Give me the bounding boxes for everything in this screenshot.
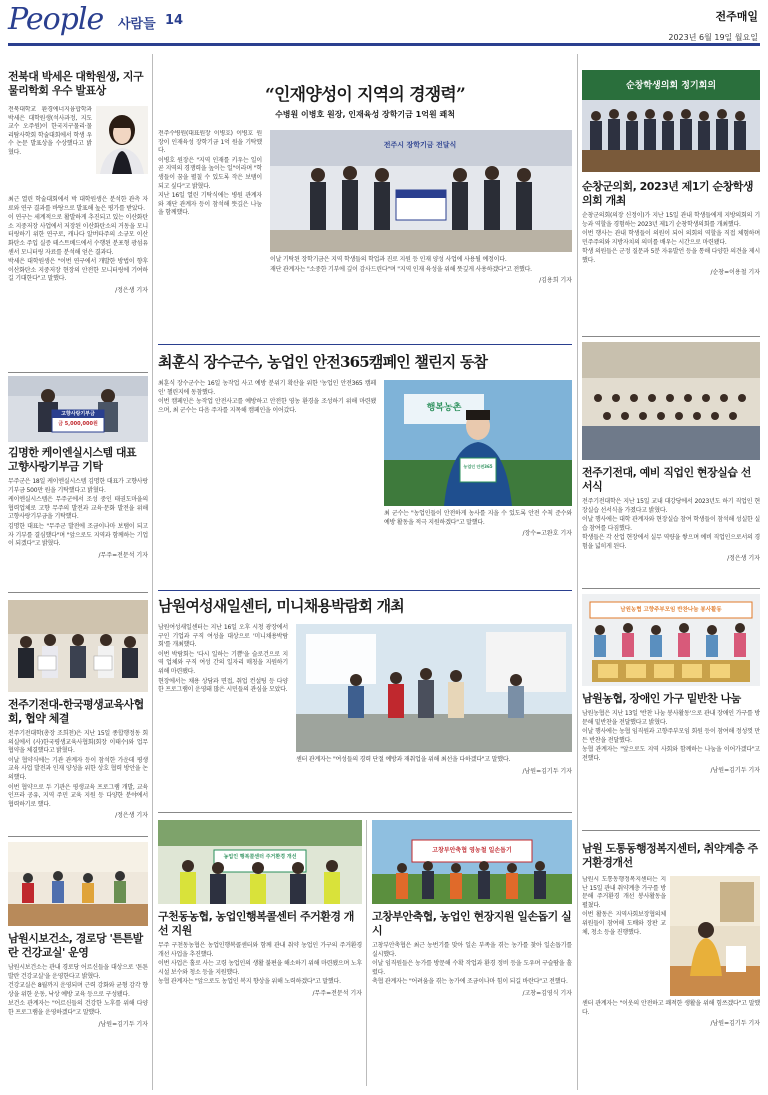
article-paragraph: 이날 행사에는 대학 관계자와 현장실습 참여 학생들이 참석해 성실한 실습 참여를 다짐했다. bbox=[582, 516, 760, 532]
article-title: 구천동농협, 농업인행복콜센터 주거환경 개선 지원 bbox=[158, 910, 354, 937]
photo-banner-text: 고창부안축협 영농철 일손돕기 bbox=[432, 847, 512, 854]
article-paragraph: 이번 협약으로 두 기관은 평생교육 프로그램 개발, 교육 인프라 공유, 지역 주민 교육 지원 등 다양한 분야에서 협력하기로 했다. bbox=[8, 783, 148, 808]
article-paragraph: 축협 관계자는 "어려움을 겪는 농가에 조금이나마 힘이 되길 바란다"고 전했다. bbox=[372, 978, 568, 986]
article-title: 남원 도통동행정복지센터, 취약계층 주거환경개선 bbox=[582, 842, 758, 869]
article-byline: /정은생 기자 bbox=[727, 554, 760, 562]
article-byline: /남원=김기두 기자 bbox=[710, 1020, 760, 1028]
article-job-fair bbox=[158, 596, 572, 808]
article-paragraph: 무주 구천동농협은 농업인행복콜센터와 함께 관내 취약 농업인 가구의 주거환경 개선 사업을 추진했다. bbox=[158, 942, 362, 958]
article-paragraph: 남원농협은 지난 13일 '반찬 나눔 봉사활동'으로 관내 장애인 가구를 방문해 밑반찬을 전달했다고 밝혔다. bbox=[582, 710, 760, 726]
campaign-sign-text: 농업인 안전365 bbox=[463, 464, 493, 469]
article-scholarship bbox=[158, 84, 572, 342]
article-hometown-donation bbox=[8, 376, 148, 588]
article-paragraph: 센터 관계자는 "이웃의 안전하고 쾌적한 생활을 위해 힘쓰겠다"고 말했다. bbox=[582, 1000, 760, 1016]
article-phd-award bbox=[8, 70, 148, 370]
article-title: 전북대 박세은 대학원생, 지구물리학회 우수 발표상 bbox=[8, 70, 144, 97]
article-paragraph: 이번 행사는 관내 학생들이 의원이 되어 의회의 역할을 직접 체험하며 민주주의와 지방자치의 의미를 배우는 시간으로 마련됐다. bbox=[582, 230, 760, 246]
article-paragraph: 전주기전대학은 지난 15일 교내 대강당에서 2023년도 하기 직업인 현장실습 선서식을 가졌다고 밝혔다. bbox=[582, 498, 760, 514]
donation-photo bbox=[8, 376, 148, 442]
divider bbox=[158, 590, 572, 591]
article-headline: 최훈식 장수군수, 농업인 안전365캠페인 챌린지 동참 bbox=[158, 353, 488, 371]
governor-photo bbox=[384, 380, 572, 506]
divider bbox=[582, 336, 760, 337]
divider bbox=[158, 344, 572, 345]
section-subtitle: 사람들 bbox=[118, 17, 156, 32]
agreement-photo bbox=[8, 600, 148, 692]
article-internship-oath bbox=[582, 342, 760, 584]
article-title: 김명한 케이엔실시스템 대표 고향사랑기부금 기탁 bbox=[8, 446, 137, 473]
article-paragraph: 센터 관계자는 "여성들의 경력 단절 예방과 재취업을 위해 최선을 다하겠다"고 말했다. bbox=[296, 756, 511, 763]
article-title: 고창부안축협, 농업인 현장지원 일손돕기 실시 bbox=[372, 910, 572, 937]
article-paragraph: 이날 기탁된 장학기금은 지역 학생들의 학업과 진로 지원 등 인재 양성 사업에 사용될 예정이다. bbox=[270, 256, 507, 263]
article-byline: /남원=김기두 기자 bbox=[710, 766, 760, 774]
column-divider bbox=[577, 54, 578, 1090]
issue-date: 2023년 6월 19일 월요일 bbox=[668, 33, 758, 42]
article-byline: /정은생 기자 bbox=[115, 812, 148, 820]
health-class-photo bbox=[8, 842, 148, 926]
divider bbox=[8, 836, 148, 837]
article-paragraph: 전북대학교 환경에너지융합학과 박세은 대학원생(석사과정, 지도교수 오주원)이 한국지구물리·물리탐사학회 학술대회에서 학생 우수 논문 발표상을 수상했다고 밝혔다. bbox=[8, 106, 92, 156]
article-title: 순창군의회, 2023년 제1기 순창학생의회 개최 bbox=[582, 180, 753, 207]
article-paragraph: 박세은 대학원생은 "이번 연구에서 개발한 방법이 향후 이산화탄소 지중저장 현장의 안전한 모니터링에 기여하길 기대한다"고 말했다. bbox=[8, 258, 148, 283]
article-paragraph: 현장에서는 채용 상담과 면접, 취업 컨설팅 등 다양한 프로그램이 운영돼 많은 시민들의 관심을 모았다. bbox=[158, 677, 288, 694]
callcenter-photo bbox=[158, 820, 362, 904]
article-paragraph: 농협 관계자는 "앞으로도 농업인 복지 향상을 위해 노력하겠다"고 말했다. bbox=[158, 978, 341, 986]
article-title: 남원농협, 장애인 가구 밑반찬 나눔 bbox=[582, 692, 741, 705]
article-paragraph: 이번 박람회는 '다시 일하는 기쁨'을 슬로건으로 지역 업체와 구직 여성 간의 일자리 매칭을 지원하기 위해 마련됐다. bbox=[158, 650, 288, 675]
newspaper-name: 전주매일 bbox=[715, 10, 758, 23]
article-title: 전주기전대-한국평생교육사협회, 협약 체결 bbox=[8, 698, 144, 725]
article-paragraph: 이번 활동은 지역사회보장협의체 위원들이 참여해 도배와 장판 교체, 청소 등을 진행했다. bbox=[582, 911, 666, 936]
article-byline: /장수=고완호 기자 bbox=[522, 530, 572, 538]
article-paragraph: 이날 협약식에는 기관 관계자 등이 참석한 가운데 평생교육 사업 발전과 인재 양성을 위한 상호 협력 방안을 논의했다. bbox=[8, 756, 148, 781]
article-livestock-coop bbox=[372, 820, 572, 1092]
article-byline: /무주=전문석 기자 bbox=[312, 989, 362, 997]
article-farm-callcenter bbox=[158, 820, 362, 1092]
article-paragraph: 무주군은 18일 케이엔실시스템 김명한 대표가 고향사랑기부금 500만 원을 기탁했다고 밝혔다. bbox=[8, 478, 148, 494]
article-paragraph: 최훈식 장수군수는 16일 농작업 사고 예방 분위기 확산을 위한 '농업인 안전365 캠페인' 챌린지에 동참했다. bbox=[158, 380, 376, 396]
article-byline: /정은생 기자 bbox=[115, 286, 148, 294]
article-byline: /남원=김기두 기자 bbox=[522, 767, 572, 775]
oath-photo bbox=[582, 342, 760, 460]
article-health-class bbox=[8, 842, 148, 1090]
article-paragraph: 전주수병원(대표원장 이병호) 이병호 원장이 인재육성 장학기금 1억 원을 기탁했다. bbox=[158, 130, 262, 155]
column-divider bbox=[152, 54, 153, 1090]
divider bbox=[582, 830, 760, 831]
article-headline: “인재양성이 지역의 경쟁력” bbox=[264, 85, 466, 105]
article-paragraph: 보건소 관계자는 "어르신들의 건강한 노후를 위해 다양한 프로그램을 운영하겠다"고 말했다. bbox=[8, 1000, 148, 1016]
article-title: 남원시보건소, 경로당 '튼튼발란 건강교실' 운영 bbox=[8, 932, 143, 959]
article-paragraph: 케이엔실시스템은 무주군에서 조성 중인 태권도마을의 협력업체로 고향 무주의 발전과 교육·문화 발전을 위해 고향사랑기부금을 기탁했다. bbox=[8, 496, 148, 521]
photo-banner-text: 농업인 행복콜센터 주거환경 개선 bbox=[223, 854, 297, 860]
article-paragraph: 남원여성새일센터는 지난 16일 오후 시청 광장에서 구인 기업과 구직 여성을 대상으로 '미니채용박람회'를 개최했다. bbox=[158, 624, 288, 649]
article-paragraph: 지난 16일 열린 기탁식에는 병원 관계자와 재단 관계자 등이 참석해 뜻깊은 나눔을 함께했다. bbox=[158, 192, 262, 217]
article-side-dish bbox=[582, 594, 760, 826]
photo-banner-text: 순창학생의회 정기회의 bbox=[625, 81, 717, 91]
article-paragraph: 최근 열린 학술대회에서 박 대학원생은 분석한 관측 자료와 연구 결과를 바탕으로 발표해 높은 평가를 받았다. bbox=[8, 196, 148, 212]
photo-banner-text: 남원농협 고향주부모임 반찬나눔 봉사활동 bbox=[620, 607, 722, 613]
article-paragraph: 이병호 원장은 "지역 인재를 키우는 일이 곧 지역의 경쟁력을 높이는 일"이라며 "학생들이 꿈을 펼칠 수 있도록 작은 보탬이 되고 싶다"고 밝혔다. bbox=[158, 156, 262, 190]
masthead bbox=[0, 0, 768, 44]
student-council-photo bbox=[582, 70, 760, 172]
article-title: 전주기전대, 예비 직업인 현장실습 선서식 bbox=[582, 466, 751, 493]
article-paragraph: 최 군수는 "농업인들이 안전하게 농사를 지을 수 있도록 안전 수칙 준수와 예방 활동을 적극 지원하겠다"고 말했다. bbox=[384, 510, 572, 526]
article-paragraph: 재단 관계자는 "소중한 기부에 깊이 감사드린다"며 "지역 인재 육성을 위해 뜻깊게 사용하겠다"고 전했다. bbox=[270, 265, 532, 273]
article-paragraph: 남원시보건소는 관내 경로당 어르신들을 대상으로 '튼튼발란 건강교실'을 운영한다고 밝혔다. bbox=[8, 964, 148, 980]
article-paragraph: 학생 의원들은 군정 질문과 5분 자유발언 등을 통해 다양한 의견을 제시했다. bbox=[582, 248, 760, 264]
volunteer-photo bbox=[372, 820, 572, 904]
sign-amount: 금 5,000,000원 bbox=[58, 421, 98, 427]
divider bbox=[8, 372, 148, 373]
article-paragraph: 이 연구는 세계적으로 활발하게 추진되고 있는 이산화탄소 지중저장 사업에서 저장된 이산화탄소의 거동을 모니터링하기 위한 연구로, 캐나다 알버타주의 소규모 이산화탄소 주입 실증 테스트베드에서 수행된 분포형 광섬유 센서 모니터링 자료를 분석해 얻은 결과다. bbox=[8, 214, 148, 256]
article-byline: /순창=이용철 기자 bbox=[710, 268, 760, 276]
article-paragraph: 이번 캠페인은 농작업 안전사고를 예방하고 안전한 영농 환경을 조성하기 위해 마련됐으며, 최 군수는 다음 주자를 지목해 캠페인을 이어갔다. bbox=[158, 398, 376, 414]
photo-banner-text: 전주시 장학기금 전달식 bbox=[383, 141, 457, 149]
housing-photo bbox=[670, 876, 760, 996]
article-byline: /김용희 기자 bbox=[539, 277, 572, 285]
scholarship-photo bbox=[270, 130, 572, 252]
side-dish-photo bbox=[582, 594, 760, 686]
article-student-council bbox=[582, 70, 760, 332]
board-text: 행복농촌 bbox=[426, 403, 462, 413]
divider bbox=[582, 588, 760, 589]
article-paragraph: 전주기전대학(총장 조희천)은 지난 15일 종합행정동 회의실에서 (사)한국평생교육사협회(회장 이태수)와 업무협약을 체결했다고 밝혔다. bbox=[8, 730, 148, 755]
article-paragraph: 농협 관계자는 "앞으로도 지역 사회와 함께하는 나눔을 이어가겠다"고 전했다. bbox=[582, 746, 760, 762]
section-title: People bbox=[8, 2, 104, 37]
article-paragraph: 이번 사업은 홀로 사는 고령 농업인의 생활 불편을 해소하기 위해 마련됐으며 노후 시설 보수와 청소 등을 지원했다. bbox=[158, 960, 362, 976]
divider bbox=[158, 812, 572, 813]
article-paragraph: 이날 행사에는 농협 임직원과 고향주부모임 회원 등이 참여해 정성껏 만든 반찬을 전달했다. bbox=[582, 728, 760, 744]
article-paragraph: 남원시 도통동행정복지센터는 지난 15일 관내 취약계층 가구를 방문해 주거환경 개선 봉사활동을 펼쳤다. bbox=[582, 876, 666, 909]
article-housing-repair bbox=[582, 842, 760, 1092]
page-number: 14 bbox=[165, 13, 184, 28]
portrait-photo bbox=[96, 106, 148, 174]
article-byline: /고창=김영식 기자 bbox=[522, 989, 572, 997]
job-fair-photo bbox=[296, 624, 572, 752]
article-paragraph: 건강교실은 8월까지 운영되며 근력 강화와 균형 감각 향상을 위한 운동, 낙상 예방 교육 등으로 구성됐다. bbox=[8, 982, 148, 998]
article-paragraph: 학생들은 각 산업 현장에서 실무 역량을 쌓으며 예비 직업인으로서의 경험을 넓히게 된다. bbox=[582, 534, 760, 550]
article-headline: 남원여성새일센터, 미니채용박람회 개최 bbox=[158, 597, 404, 615]
article-farm-safety bbox=[158, 352, 572, 584]
article-paragraph: 김명한 대표는 "무주군 발전에 조금이나마 보탬이 되고자 기부를 결심했다"며 "앞으로도 지역과 함께하는 기업이 되겠다"고 밝혔다. bbox=[8, 522, 148, 548]
article-paragraph: 이날 임직원들은 농가를 방문해 수확 작업과 환경 정비 등을 도우며 구슬땀을 흘렸다. bbox=[372, 960, 572, 976]
article-paragraph: 고창부안축협은 최근 농번기를 맞아 일손 부족을 겪는 농가를 찾아 일손돕기를 실시했다. bbox=[372, 942, 572, 958]
article-subhead: 수병원 이병호 원장, 인재육성 장학기금 1억원 쾌척 bbox=[275, 110, 455, 119]
sign-title: 고향사랑기부금 bbox=[61, 411, 95, 417]
article-lifelong-edu bbox=[8, 600, 148, 832]
masthead-rule bbox=[8, 43, 760, 46]
article-paragraph: 순창군의회(의장 신정이)가 지난 15일 관내 학생들에게 지방의회의 기능과 역할을 경험하는 2023년 제1기 순창학생의회를 개최했다. bbox=[582, 212, 760, 228]
column-divider bbox=[366, 820, 367, 1086]
article-byline: /무주=전문석 기자 bbox=[98, 551, 148, 559]
divider bbox=[8, 592, 148, 593]
article-byline: /남원=김기두 기자 bbox=[98, 1020, 148, 1028]
